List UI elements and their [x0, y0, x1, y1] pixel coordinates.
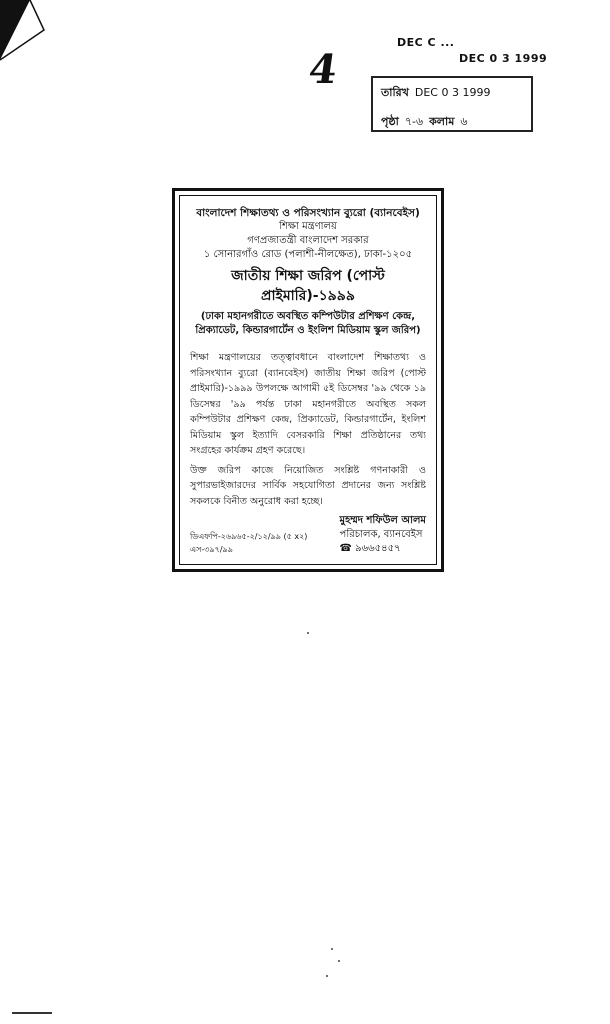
notice-organization: বাংলাদেশ শিক্ষাতথ্য ও পরিসংখ্যান ব্যুরো (ব্যানবেইস) — [196, 207, 420, 219]
notice-reference-line-1: ডিএফপি-২৬৯৬৫-২/১২/৯৯ (৫ x২) — [190, 532, 308, 541]
date-stamp-top: DEC C ... — [397, 36, 455, 49]
notice-reference-line-2: এস-৩৯৭/৯৯ — [190, 545, 233, 554]
newspaper-notice — [172, 188, 444, 572]
scan-speck — [331, 948, 333, 950]
receipt-page-label: পৃষ্ঠা — [381, 115, 399, 128]
scan-edge-mark — [12, 1012, 52, 1014]
receipt-column-value: ৬ — [460, 115, 468, 128]
receipt-date-label: তারিখ — [381, 86, 409, 99]
receipt-date-row — [381, 84, 523, 103]
notice-paragraph-1: শিক্ষা মন্ত্রণালয়ের তত্ত্বাবধানে বাংলাদেশ শিক্ষাতথ্য ও পরিসংখ্যান ব্যুরো (ব্যানবেইস) জাতীয় শিক্ষা জরিপ (পোস্ট প্রাইমারি)-১৯৯৯ উপলক্ষে আগামী ৫ই ডিসেম্বর '৯৯ থেকে ১৯ ডিসেম্বর '৯৯ পর্যন্ত ঢাকা মহানগরীতে অবস্থিত সকল কম্পিউটার প্রশিক্ষণ কেন্দ্র, প্রিক্যাডেট, কিন্ডারগার্টেন, ইংলিশ মিডিয়াম স্কুল ইত্যাদি বেসরকারি শিক্ষা প্রতিষ্ঠানের তথ্য সংগ্রহের কার্যক্রম গ্রহণ করেছে। — [190, 352, 426, 456]
notice-address: ১ সোনারগাঁও রোড (পলাশী-নীলক্ষেত), ঢাকা-১২০৫ — [203, 249, 413, 260]
scan-speck — [307, 632, 309, 634]
date-stamp-second: DEC 0 3 1999 — [459, 52, 548, 65]
receipt-page-value: ৭-৬ — [404, 115, 424, 128]
notice-inner-frame — [179, 195, 437, 565]
signatory-name: মুহম্মদ শফিউল আলম — [339, 515, 426, 526]
folded-corner-icon — [0, 0, 48, 66]
page-number: 4 — [305, 46, 341, 93]
notice-footer — [190, 514, 426, 556]
receipt-stamp — [371, 76, 533, 132]
notice-ministry: শিক্ষা মন্ত্রণালয় — [279, 221, 337, 232]
receipt-date-value: DEC 0 3 1999 — [414, 86, 491, 99]
scan-speck — [326, 975, 328, 977]
notice-signature-block — [340, 514, 426, 556]
notice-paragraph-2: উক্ত জরিপ কাজে নিয়োজিত সংশ্লিষ্ট গণনাকারী ও সুপারভাইজারদের সার্বিক সহযোগিতা প্রদানের জন্য সংশ্লিষ্ট সকলকে বিনীত অনুরোধ করা হচ্ছে। — [190, 464, 426, 507]
notice-reference — [190, 530, 307, 556]
signatory-title: পরিচালক, ব্যানবেইস — [339, 529, 423, 540]
receipt-column-label: কলাম — [429, 115, 455, 128]
notice-subtitle: (ঢাকা মহানগরীতে অবস্থিত কম্পিউটার প্রশিক্ষণ কেন্দ্র, প্রিক্যাডেট, কিন্ডারগার্টেন ও ইংলিশ মিডিয়াম স্কুল জরিপ) — [195, 311, 421, 336]
notice-title: জাতীয় শিক্ষা জরিপ (পোস্ট প্রাইমারি)-১৯৯৯ — [231, 268, 385, 304]
signatory-phone: ☎ ৯৬৬৫৪৫৭ — [339, 543, 401, 554]
notice-government: গণপ্রজাতন্ত্রী বাংলাদেশ সরকার — [247, 235, 369, 246]
scan-speck — [338, 960, 340, 962]
receipt-page-row — [381, 113, 523, 132]
